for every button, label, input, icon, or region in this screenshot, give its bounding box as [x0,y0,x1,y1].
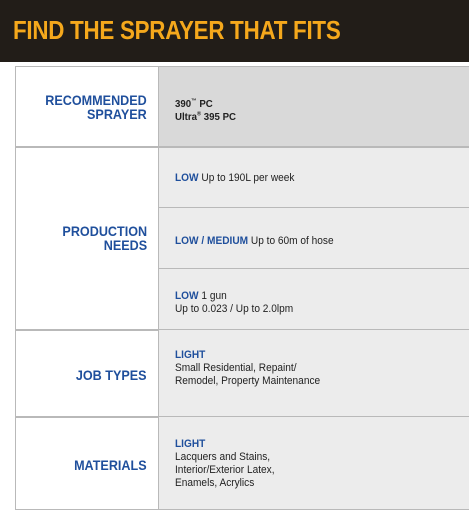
page-header [0,0,469,62]
label-job-types: JOB TYPES [76,367,147,383]
level-keyword: LIGHT [175,349,206,361]
label-cell-production [15,147,158,330]
label-recommended-sprayer [45,93,147,121]
entry-text-line2: Up to 0.023 / Up to 2.0lpm [175,303,294,315]
label-line: SPRAYER [87,106,147,122]
label-line: NEEDS [103,237,147,253]
label-materials: MATERIALS [74,457,147,473]
sprayer-comparison-table [15,66,469,510]
level-keyword: LOW [175,172,199,184]
label-line: PRODUCTION [62,223,147,239]
label-line: RECOMMENDED [45,92,147,108]
sprayer-name: 390 [175,98,192,110]
materials-line: Lacquers and Stains, [175,451,271,463]
level-keyword: LIGHT [175,438,206,450]
job-types-line: Remodel, Property Maintenance [175,375,321,387]
label-cell-job-types [15,330,158,417]
level-keyword: LOW [175,290,199,302]
materials-line: Enamels, Acrylics [175,477,255,489]
sprayer-name: Ultra [175,111,198,123]
page-title: FIND THE SPRAYER THAT FITS [13,15,341,45]
value-cell-recommended [158,66,469,147]
value-cell-production-2 [158,208,469,269]
value-cell-production-3 [158,269,469,330]
row-job-types [15,330,469,417]
row-recommended-sprayer [15,66,469,147]
row-production-needs [15,147,469,330]
production-entry [175,172,294,185]
entry-text: Up to 190L per week [198,172,295,184]
sprayer-390pc [175,98,236,111]
production-entry [175,235,334,248]
registered-mark: ® [197,111,202,118]
row-materials [15,417,469,510]
value-cell-job-types [158,330,469,417]
value-cell-materials [158,417,469,510]
trademark-mark: ™ [191,98,197,105]
sprayer-ultra-395pc [175,111,236,124]
materials-text [175,438,275,490]
job-types-text [175,349,320,388]
label-cell-materials [15,417,158,510]
production-entry [175,290,293,316]
sprayer-list [175,98,236,124]
label-cell-recommended [15,66,158,147]
job-types-line: Small Residential, Repaint/ [175,362,297,374]
entry-text: Up to 60m of hose [248,235,334,247]
label-production-needs [62,224,147,252]
entry-text: 1 gun [198,290,227,302]
sprayer-model: 395 PC [201,111,237,123]
sprayer-model: PC [196,98,213,110]
materials-line: Interior/Exterior Latex, [175,464,275,476]
value-cell-production-1 [158,147,469,208]
level-keyword: LOW / MEDIUM [175,235,249,247]
